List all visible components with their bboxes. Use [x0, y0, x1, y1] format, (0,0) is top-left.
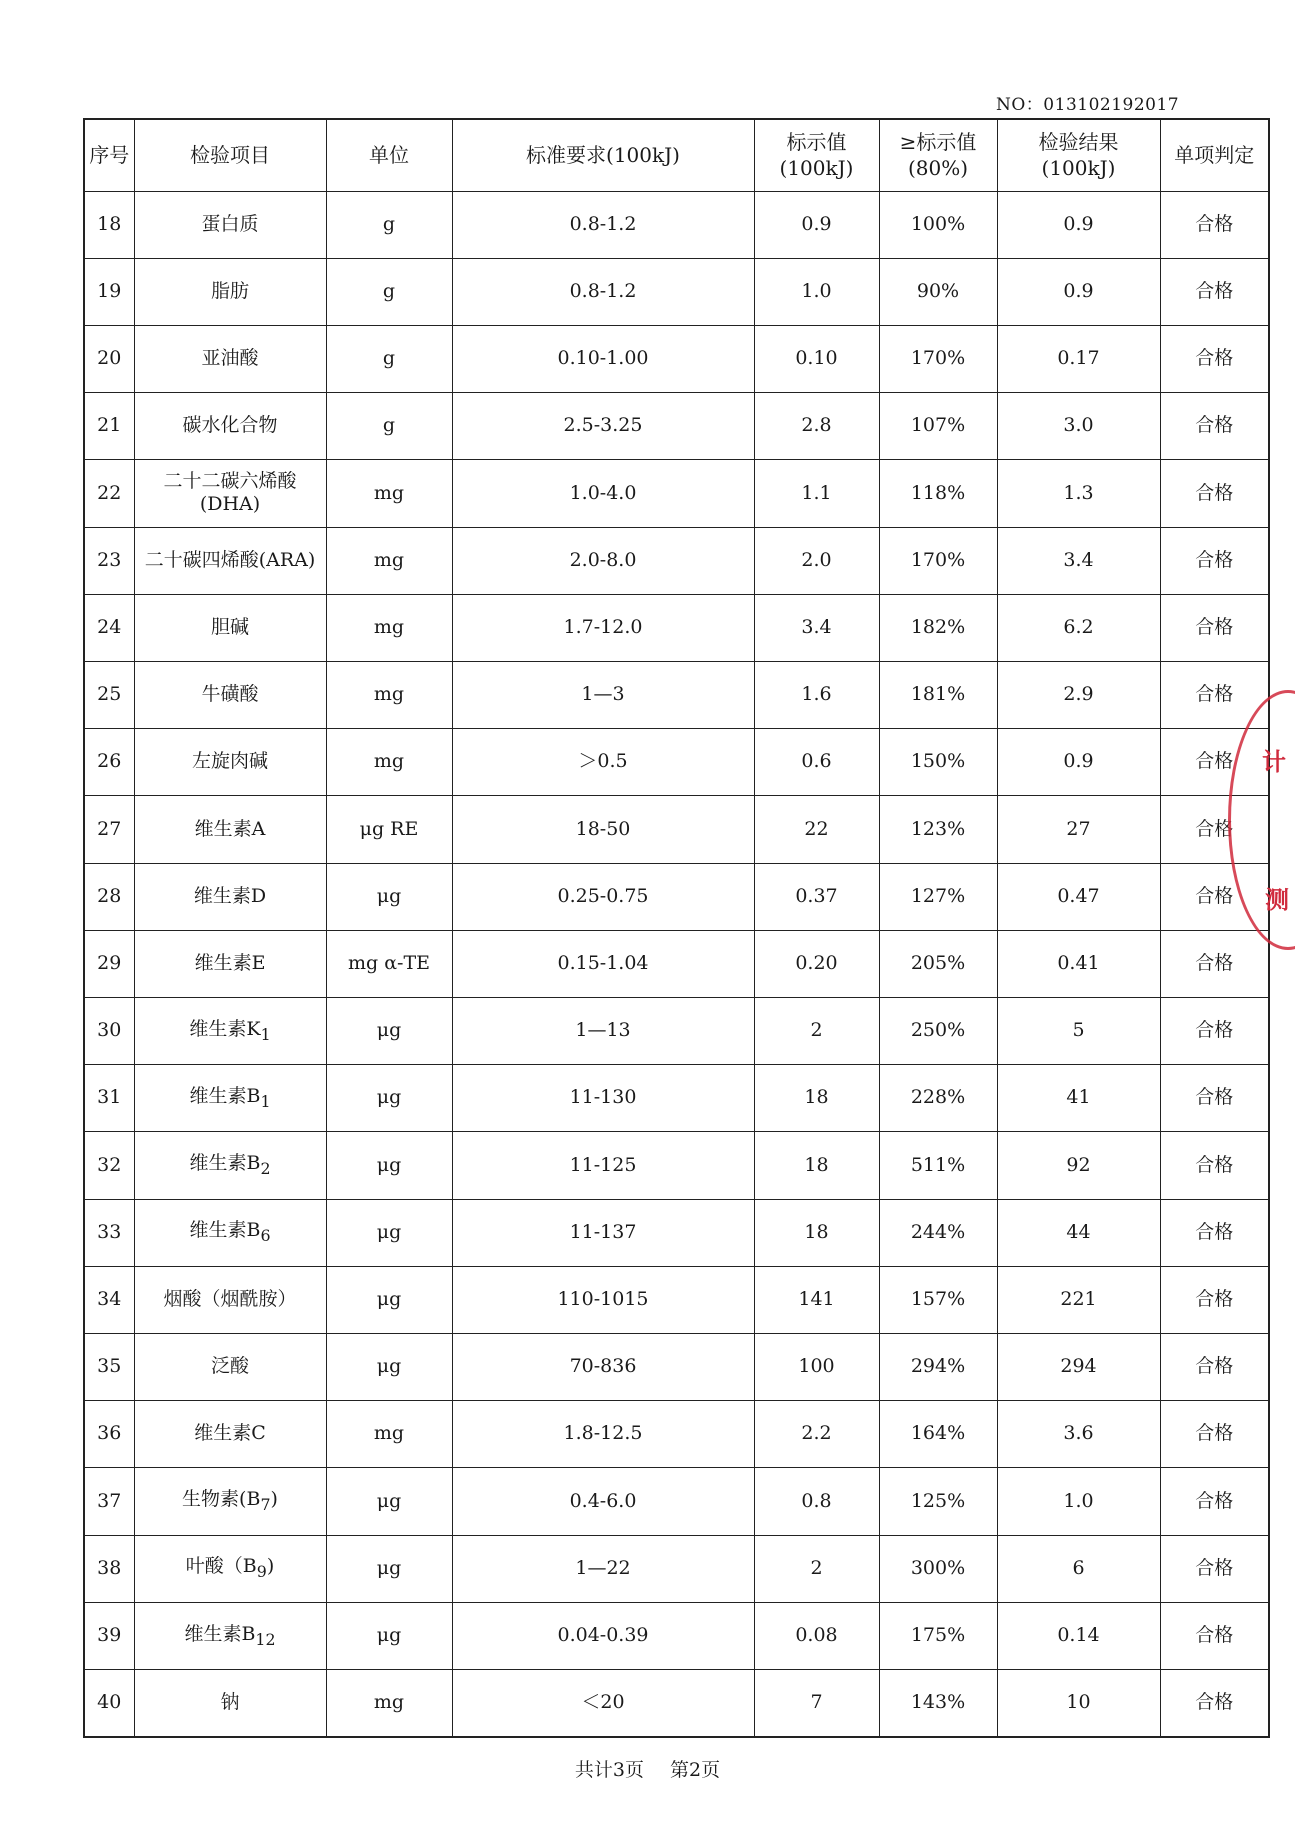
verdict-cell: 合格	[1160, 1401, 1269, 1468]
labeled-cell: 0.10	[754, 325, 879, 392]
seal-char-2: 测	[1265, 886, 1289, 914]
ratio-cell: 250%	[879, 997, 997, 1064]
index-cell: 39	[84, 1602, 134, 1669]
item-cell	[134, 863, 326, 930]
item-subscript: 9	[256, 1562, 267, 1582]
labeled-cell: 22	[754, 796, 879, 863]
labeled-cell: 0.9	[754, 191, 879, 258]
standard-cell: 70-836	[452, 1333, 754, 1400]
index-cell: 25	[84, 661, 134, 728]
labeled-cell: 3.4	[754, 594, 879, 661]
standard-cell: 0.15-1.04	[452, 930, 754, 997]
verdict-cell: 合格	[1160, 1669, 1269, 1737]
result-cell: 0.9	[997, 191, 1160, 258]
result-cell: 1.3	[997, 460, 1160, 527]
item-cell	[134, 997, 326, 1064]
unit-cell: mg α-TE	[326, 930, 452, 997]
page-footer	[0, 1755, 1295, 1782]
verdict-cell: 合格	[1160, 325, 1269, 392]
item-cell	[134, 1535, 326, 1602]
index-cell: 23	[84, 527, 134, 594]
result-cell: 3.6	[997, 1401, 1160, 1468]
footer-current-page: 第2页	[670, 1759, 721, 1781]
labeled-cell: 0.6	[754, 729, 879, 796]
result-cell: 44	[997, 1199, 1160, 1266]
standard-cell: 2.5-3.25	[452, 393, 754, 460]
labeled-cell: 18	[754, 1065, 879, 1132]
index-cell: 21	[84, 393, 134, 460]
item-name: 碳水化合物	[182, 414, 278, 437]
labeled-cell: 100	[754, 1333, 879, 1400]
verdict-cell: 合格	[1160, 594, 1269, 661]
table-row	[84, 1602, 1269, 1669]
table-row	[84, 1132, 1269, 1199]
header-index: 序号	[84, 119, 134, 191]
item-cell	[134, 1333, 326, 1400]
unit-cell: μg	[326, 1132, 452, 1199]
result-cell: 0.17	[997, 325, 1160, 392]
item-name: 维生素E	[194, 951, 266, 974]
unit-cell: mg	[326, 729, 452, 796]
table-row	[84, 1401, 1269, 1468]
labeled-cell: 2.2	[754, 1401, 879, 1468]
verdict-cell: 合格	[1160, 1333, 1269, 1400]
standard-cell: 11-137	[452, 1199, 754, 1266]
item-name: 二十碳四烯酸(ARA)	[144, 548, 316, 571]
labeled-cell: 141	[754, 1266, 879, 1333]
item-name: 维生素B	[184, 1622, 256, 1645]
table-row	[84, 1065, 1269, 1132]
header-result	[997, 119, 1160, 191]
item-name: 维生素B	[189, 1084, 261, 1107]
result-cell: 41	[997, 1065, 1160, 1132]
standard-cell: 110-1015	[452, 1266, 754, 1333]
ratio-cell: 300%	[879, 1535, 997, 1602]
index-cell: 37	[84, 1468, 134, 1535]
labeled-cell: 2	[754, 997, 879, 1064]
ratio-cell: 175%	[879, 1602, 997, 1669]
result-cell: 2.9	[997, 661, 1160, 728]
result-cell: 27	[997, 796, 1160, 863]
standard-cell: 1—3	[452, 661, 754, 728]
header-ratio-line2: (80%)	[907, 156, 969, 181]
table-row	[84, 325, 1269, 392]
item-subscript: 6	[260, 1226, 271, 1246]
unit-cell: mg	[326, 1401, 452, 1468]
unit-cell: g	[326, 325, 452, 392]
item-cell	[134, 325, 326, 392]
header-ratio	[879, 119, 997, 191]
header-standard: 标准要求(100kJ)	[452, 119, 754, 191]
labeled-cell: 18	[754, 1132, 879, 1199]
verdict-cell: 合格	[1160, 1065, 1269, 1132]
verdict-cell: 合格	[1160, 997, 1269, 1064]
table-row	[84, 460, 1269, 527]
result-cell: 1.0	[997, 1468, 1160, 1535]
labeled-cell: 2	[754, 1535, 879, 1602]
unit-cell: μg	[326, 1199, 452, 1266]
table-row	[84, 997, 1269, 1064]
result-cell: 6.2	[997, 594, 1160, 661]
standard-cell: 18-50	[452, 796, 754, 863]
table-row	[84, 1669, 1269, 1737]
standard-cell: 1—22	[452, 1535, 754, 1602]
header-verdict: 单项判定	[1160, 119, 1269, 191]
unit-cell: g	[326, 191, 452, 258]
item-cell	[134, 930, 326, 997]
item-cell	[134, 594, 326, 661]
labeled-cell: 1.6	[754, 661, 879, 728]
ratio-cell: 170%	[879, 325, 997, 392]
ratio-cell: 150%	[879, 729, 997, 796]
table-row	[84, 1333, 1269, 1400]
header-ratio-line1: ≥标示值	[899, 130, 977, 155]
item-cell	[134, 1401, 326, 1468]
item-subscript: 7	[260, 1494, 271, 1514]
item-cell	[134, 527, 326, 594]
verdict-cell: 合格	[1160, 1535, 1269, 1602]
ratio-cell: 511%	[879, 1132, 997, 1199]
labeled-cell: 1.1	[754, 460, 879, 527]
item-cell	[134, 1669, 326, 1737]
verdict-cell: 合格	[1160, 1468, 1269, 1535]
item-name: 左旋肉碱	[191, 750, 268, 773]
item-cell	[134, 729, 326, 796]
ratio-cell: 182%	[879, 594, 997, 661]
item-cell	[134, 661, 326, 728]
standard-cell: 0.4-6.0	[452, 1468, 754, 1535]
item-cell	[134, 258, 326, 325]
unit-cell: mg	[326, 594, 452, 661]
item-subscript: 12	[255, 1629, 276, 1649]
index-cell: 33	[84, 1199, 134, 1266]
index-cell: 34	[84, 1266, 134, 1333]
item-cell	[134, 1132, 326, 1199]
verdict-cell: 合格	[1160, 460, 1269, 527]
table-row	[84, 1266, 1269, 1333]
item-cell	[134, 796, 326, 863]
standard-cell: 1.8-12.5	[452, 1401, 754, 1468]
item-name: 维生素B	[189, 1219, 261, 1242]
result-cell: 3.0	[997, 393, 1160, 460]
item-subscript: 2	[260, 1158, 271, 1178]
standard-cell: 0.8-1.2	[452, 191, 754, 258]
item-name: 烟酸（烟酰胺）	[163, 1287, 297, 1310]
index-cell: 24	[84, 594, 134, 661]
header-labeled	[754, 119, 879, 191]
index-cell: 32	[84, 1132, 134, 1199]
unit-cell: μg	[326, 1065, 452, 1132]
item-name: 胆碱	[210, 615, 249, 638]
table-row	[84, 1468, 1269, 1535]
ratio-cell: 294%	[879, 1333, 997, 1400]
table-row	[84, 393, 1269, 460]
unit-cell: g	[326, 393, 452, 460]
ratio-cell: 143%	[879, 1669, 997, 1737]
standard-cell: 11-130	[452, 1065, 754, 1132]
table-row	[84, 527, 1269, 594]
item-name: 蛋白质	[201, 212, 259, 235]
standard-cell: ＜20	[452, 1669, 754, 1737]
table-row	[84, 1199, 1269, 1266]
ratio-cell: 107%	[879, 393, 997, 460]
item-name-line2: (DHA)	[199, 493, 261, 516]
ratio-cell: 244%	[879, 1199, 997, 1266]
unit-cell: μg	[326, 997, 452, 1064]
result-cell: 92	[997, 1132, 1160, 1199]
result-cell: 294	[997, 1333, 1160, 1400]
verdict-cell: 合格	[1160, 863, 1269, 930]
item-cell	[134, 460, 326, 527]
footer-total-pages: 共计3页	[574, 1759, 644, 1781]
header-row	[84, 119, 1269, 191]
report-number: NO：013102192017	[996, 95, 1180, 115]
item-suffix: )	[270, 1488, 278, 1511]
table-row	[84, 661, 1269, 728]
item-name: 维生素K	[189, 1017, 261, 1040]
table-row	[84, 930, 1269, 997]
standard-cell: 1.0-4.0	[452, 460, 754, 527]
standard-cell: 0.10-1.00	[452, 325, 754, 392]
index-cell: 28	[84, 863, 134, 930]
item-cell	[134, 191, 326, 258]
table-row	[84, 796, 1269, 863]
unit-cell: μg	[326, 1602, 452, 1669]
labeled-cell: 18	[754, 1199, 879, 1266]
table-row	[84, 1535, 1269, 1602]
item-cell	[134, 393, 326, 460]
unit-cell: μg	[326, 863, 452, 930]
verdict-cell: 合格	[1160, 527, 1269, 594]
result-cell: 0.9	[997, 729, 1160, 796]
index-cell: 36	[84, 1401, 134, 1468]
ratio-cell: 127%	[879, 863, 997, 930]
index-cell: 35	[84, 1333, 134, 1400]
index-cell: 26	[84, 729, 134, 796]
ratio-cell: 125%	[879, 1468, 997, 1535]
result-cell: 0.41	[997, 930, 1160, 997]
unit-cell: g	[326, 258, 452, 325]
index-cell: 30	[84, 997, 134, 1064]
labeled-cell: 0.37	[754, 863, 879, 930]
item-cell	[134, 1065, 326, 1132]
table-row	[84, 863, 1269, 930]
ratio-cell: 170%	[879, 527, 997, 594]
results-table	[83, 118, 1270, 1738]
labeled-cell: 1.0	[754, 258, 879, 325]
verdict-cell: 合格	[1160, 729, 1269, 796]
labeled-cell: 7	[754, 1669, 879, 1737]
item-name: 二十二碳六烯酸	[163, 469, 297, 492]
unit-cell: mg	[326, 527, 452, 594]
ratio-cell: 123%	[879, 796, 997, 863]
ratio-cell: 181%	[879, 661, 997, 728]
standard-cell: 0.04-0.39	[452, 1602, 754, 1669]
table-row	[84, 729, 1269, 796]
index-cell: 27	[84, 796, 134, 863]
labeled-cell: 2.8	[754, 393, 879, 460]
unit-cell: μg	[326, 1266, 452, 1333]
item-cell	[134, 1602, 326, 1669]
item-name: 钠	[220, 1691, 240, 1714]
ratio-cell: 118%	[879, 460, 997, 527]
item-cell	[134, 1199, 326, 1266]
unit-cell: μg RE	[326, 796, 452, 863]
standard-cell: 2.0-8.0	[452, 527, 754, 594]
item-name: 维生素B	[189, 1152, 261, 1175]
result-cell: 0.9	[997, 258, 1160, 325]
index-cell: 38	[84, 1535, 134, 1602]
item-cell	[134, 1468, 326, 1535]
verdict-cell: 合格	[1160, 393, 1269, 460]
index-cell: 40	[84, 1669, 134, 1737]
labeled-cell: 0.8	[754, 1468, 879, 1535]
standard-cell: 11-125	[452, 1132, 754, 1199]
item-cell	[134, 1266, 326, 1333]
index-cell: 29	[84, 930, 134, 997]
index-cell: 22	[84, 460, 134, 527]
unit-cell: mg	[326, 460, 452, 527]
item-name: 生物素(B	[182, 1488, 261, 1511]
labeled-cell: 0.08	[754, 1602, 879, 1669]
standard-cell: 1—13	[452, 997, 754, 1064]
item-subscript: 1	[260, 1091, 271, 1111]
table-row	[84, 191, 1269, 258]
labeled-cell: 2.0	[754, 527, 879, 594]
header-item: 检验项目	[134, 119, 326, 191]
header-labeled-line1: 标示值	[786, 130, 847, 155]
index-cell: 18	[84, 191, 134, 258]
unit-cell: mg	[326, 661, 452, 728]
unit-cell: μg	[326, 1333, 452, 1400]
item-name: 脂肪	[210, 279, 249, 302]
unit-cell: μg	[326, 1468, 452, 1535]
ratio-cell: 90%	[879, 258, 997, 325]
ratio-cell: 100%	[879, 191, 997, 258]
item-name: 叶酸（B	[185, 1555, 257, 1578]
item-suffix: )	[266, 1555, 275, 1578]
unit-cell: mg	[326, 1669, 452, 1737]
index-cell: 19	[84, 258, 134, 325]
header-result-line1: 检验结果	[1038, 130, 1119, 155]
result-cell: 3.4	[997, 527, 1160, 594]
header-labeled-line2: (100kJ)	[779, 156, 854, 181]
ratio-cell: 164%	[879, 1401, 997, 1468]
verdict-cell: 合格	[1160, 258, 1269, 325]
standard-cell: ＞0.5	[452, 729, 754, 796]
header-unit: 单位	[326, 119, 452, 191]
result-cell: 0.14	[997, 1602, 1160, 1669]
unit-cell: μg	[326, 1535, 452, 1602]
result-cell: 0.47	[997, 863, 1160, 930]
result-cell: 221	[997, 1266, 1160, 1333]
item-name: 维生素D	[193, 884, 267, 907]
result-cell: 6	[997, 1535, 1160, 1602]
verdict-cell: 合格	[1160, 1602, 1269, 1669]
result-cell: 10	[997, 1669, 1160, 1737]
ratio-cell: 205%	[879, 930, 997, 997]
verdict-cell: 合格	[1160, 1266, 1269, 1333]
index-cell: 31	[84, 1065, 134, 1132]
seal-char-1: 计	[1262, 748, 1286, 776]
verdict-cell: 合格	[1160, 661, 1269, 728]
item-name: 亚油酸	[201, 347, 259, 370]
standard-cell: 0.8-1.2	[452, 258, 754, 325]
index-cell: 20	[84, 325, 134, 392]
verdict-cell: 合格	[1160, 191, 1269, 258]
verdict-cell: 合格	[1160, 930, 1269, 997]
item-name: 维生素C	[194, 1422, 266, 1445]
item-name: 牛磺酸	[201, 683, 259, 706]
table-row	[84, 594, 1269, 661]
item-name: 泛酸	[210, 1355, 249, 1378]
standard-cell: 1.7-12.0	[452, 594, 754, 661]
labeled-cell: 0.20	[754, 930, 879, 997]
verdict-cell: 合格	[1160, 796, 1269, 863]
verdict-cell: 合格	[1160, 1132, 1269, 1199]
verdict-cell: 合格	[1160, 1199, 1269, 1266]
ratio-cell: 157%	[879, 1266, 997, 1333]
header-result-line2: (100kJ)	[1041, 156, 1116, 181]
standard-cell: 0.25-0.75	[452, 863, 754, 930]
item-subscript: 1	[260, 1024, 271, 1044]
ratio-cell: 228%	[879, 1065, 997, 1132]
table-row	[84, 258, 1269, 325]
result-cell: 5	[997, 997, 1160, 1064]
item-name: 维生素A	[194, 817, 266, 840]
